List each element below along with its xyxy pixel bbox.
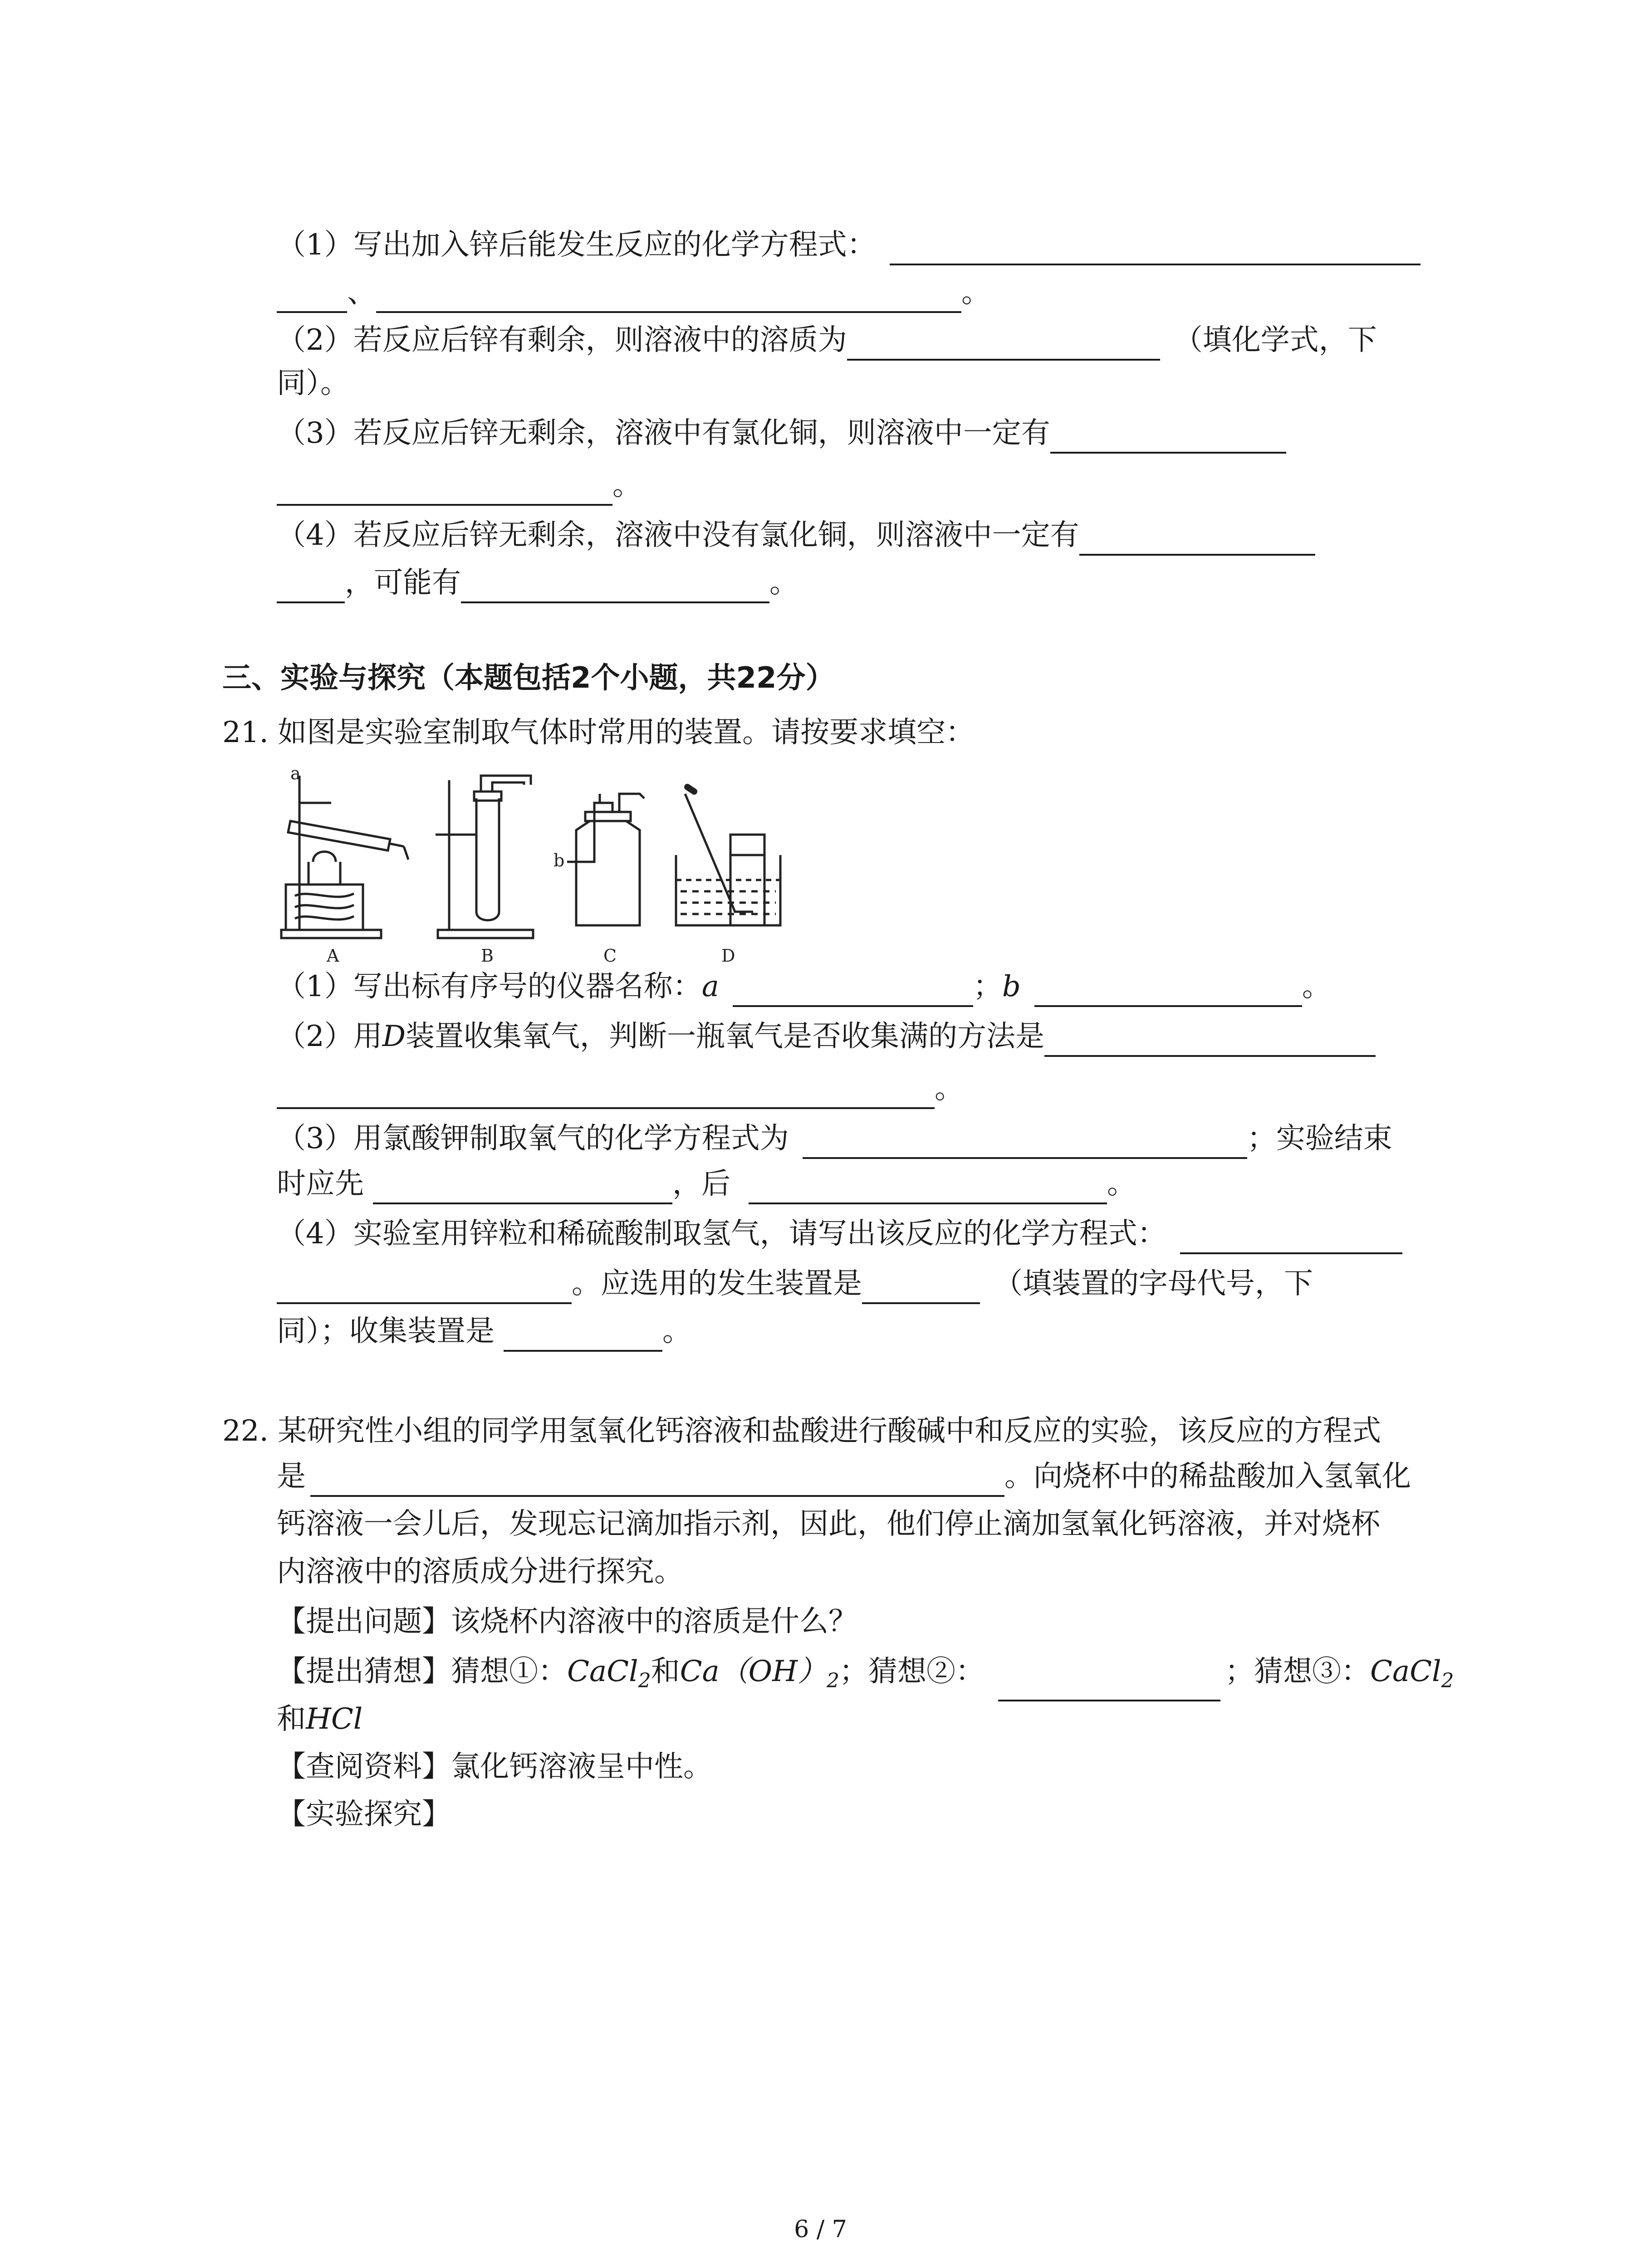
info-text: 氯化钙溶液呈中性。 bbox=[451, 1750, 712, 1784]
formula-caoh2: Ca（OH） bbox=[680, 1655, 827, 1688]
q21-part4-text-b: 。应选用的发生装置是 bbox=[572, 1267, 862, 1300]
q22-stem-text-e: 内溶液中的溶质成分进行探究。 bbox=[277, 1555, 683, 1589]
formula-hcl: HCl bbox=[306, 1702, 363, 1736]
q22-line2 bbox=[277, 1456, 1411, 1497]
q21-part4-line bbox=[277, 1213, 1402, 1254]
apparatus-d bbox=[676, 787, 780, 925]
guess2-label: ；猜想②： bbox=[839, 1655, 985, 1688]
answer-blank[interactable] bbox=[1180, 1221, 1402, 1254]
lab-apparatus-figure bbox=[277, 767, 785, 966]
and-text: 和 bbox=[651, 1655, 680, 1688]
q22-guess-line2 bbox=[277, 1699, 362, 1740]
answer-blank[interactable] bbox=[1079, 522, 1315, 556]
answer-blank[interactable] bbox=[733, 973, 973, 1007]
var-d: D bbox=[382, 1020, 406, 1053]
period-text: 。 bbox=[961, 276, 990, 309]
period-text: 。 bbox=[662, 1315, 691, 1348]
q20-part3-line2 bbox=[277, 465, 642, 506]
apparatus-a bbox=[281, 776, 408, 938]
label-A: A bbox=[327, 946, 339, 966]
q22-question-line bbox=[277, 1601, 857, 1642]
question-heading: 【提出问题】 bbox=[277, 1605, 451, 1638]
guess3-label: ；猜想③： bbox=[1225, 1655, 1370, 1688]
answer-blank[interactable] bbox=[998, 1668, 1220, 1701]
q21-part1-line bbox=[277, 966, 1331, 1007]
answer-blank[interactable] bbox=[461, 570, 769, 603]
q22-line4 bbox=[277, 1551, 683, 1592]
answer-blank[interactable] bbox=[277, 472, 612, 506]
q20-part4-line2 bbox=[277, 562, 798, 603]
question-text: 该烧杯内溶液中的溶质是什么？ bbox=[451, 1605, 857, 1638]
apparatus-c bbox=[567, 794, 644, 925]
q20-part2-line2 bbox=[277, 363, 349, 404]
label-B: B bbox=[481, 946, 494, 966]
q22-stem-text-d: 钙溶液一会儿后，发现忘记滴加指示剂，因此，他们停止滴加氢氧化钙溶液，并对烧杯 bbox=[277, 1507, 1380, 1541]
and-text: 和 bbox=[277, 1702, 306, 1736]
answer-blank[interactable] bbox=[1050, 420, 1286, 454]
q20-part4-text: （4）若反应后锌无剩余，溶液中没有氯化铜，则溶液中一定有 bbox=[277, 518, 1079, 552]
answer-blank[interactable] bbox=[277, 279, 347, 313]
q21-part2-text: （2）用 bbox=[277, 1020, 382, 1053]
q20-part3-line bbox=[277, 413, 1286, 454]
answer-blank[interactable] bbox=[1034, 973, 1302, 1007]
section-title bbox=[222, 658, 835, 699]
q22-guess-line bbox=[277, 1651, 1454, 1701]
q22-info-line bbox=[277, 1746, 712, 1787]
q20-part1-text: （1）写出加入锌后能发生反应的化学方程式： bbox=[277, 228, 876, 262]
period-text: 。 bbox=[935, 1072, 964, 1105]
q20-part4-line bbox=[277, 515, 1315, 556]
q21-part4-text: （4）实验室用锌粒和稀硫酸制取氢气，请写出该反应的化学方程式： bbox=[277, 1217, 1166, 1251]
var-a: a bbox=[701, 970, 719, 1003]
section-title-text: 三、实验与探究（本题包括2个小题，共22分） bbox=[222, 661, 835, 695]
q21-part1-text: （1）写出标有序号的仪器名称： bbox=[277, 970, 702, 1003]
q20-part2-text: （2）若反应后锌有剩余，则溶液中的溶质为 bbox=[277, 323, 847, 357]
period-text: 。 bbox=[769, 566, 798, 600]
q20-part2-text-b: （填化学式，下 bbox=[1173, 323, 1377, 357]
apparatus-b bbox=[436, 776, 533, 938]
q20-part2-text-c: 同）。 bbox=[277, 367, 349, 400]
answer-blank[interactable] bbox=[847, 327, 1160, 361]
q21-part3-text: （3）用氯酸钾制取氧气的化学方程式为 bbox=[277, 1122, 789, 1155]
q20-part1-line bbox=[277, 225, 1421, 265]
answer-blank[interactable] bbox=[1044, 1023, 1376, 1057]
q21-stem bbox=[222, 712, 975, 753]
answer-blank[interactable] bbox=[376, 279, 961, 313]
q21-part3-text-c: 时应先 bbox=[277, 1167, 364, 1201]
q21-part2-line bbox=[277, 1016, 1376, 1057]
answer-blank[interactable] bbox=[277, 1075, 935, 1109]
q21-stem-text: 21. 如图是实验室制取气体时常用的装置。请按要求填空： bbox=[222, 716, 975, 749]
formula-cacl2: CaCl bbox=[567, 1655, 638, 1688]
q22-line1 bbox=[222, 1411, 1381, 1452]
answer-blank[interactable] bbox=[890, 232, 1421, 265]
subscript: 2 bbox=[638, 1669, 651, 1692]
q21-part4-text-d: 同）；收集装置是 bbox=[277, 1315, 495, 1348]
q20-part1-line2 bbox=[277, 272, 990, 313]
var-b: b bbox=[1002, 970, 1021, 1003]
q21-part2-line2 bbox=[277, 1068, 964, 1109]
label-C: C bbox=[603, 946, 617, 966]
formula-cacl2: CaCl bbox=[1370, 1655, 1441, 1688]
label-D: D bbox=[721, 946, 735, 966]
label-a: a bbox=[290, 767, 301, 783]
q21-part2-text-b: 装置收集氧气，判断一瓶氧气是否收集满的方法是 bbox=[406, 1020, 1045, 1053]
q22-experiment-line bbox=[277, 1794, 451, 1835]
answer-blank[interactable] bbox=[277, 570, 345, 603]
q22-stem-text-c: 。向烧杯中的稀盐酸加入氢氧化 bbox=[1004, 1460, 1411, 1493]
q21-part3-text-b: ；实验结束 bbox=[1247, 1122, 1392, 1155]
info-heading: 【查阅资料】 bbox=[277, 1750, 451, 1784]
period-text: 。 bbox=[612, 469, 642, 502]
label-b: b bbox=[554, 850, 565, 870]
q22-stem-text-b: 是 bbox=[277, 1460, 306, 1493]
subscript: 2 bbox=[1441, 1669, 1454, 1692]
q22-stem-text: 22. 某研究性小组的同学用氢氧化钙溶液和盐酸进行酸碱中和反应的实验，该反应的方程式 bbox=[222, 1414, 1381, 1448]
q20-part3-text: （3）若反应后锌无剩余，溶液中有氯化铜，则溶液中一定有 bbox=[277, 416, 1050, 450]
period-text: 。 bbox=[1107, 1167, 1136, 1201]
q22-line3 bbox=[277, 1504, 1380, 1545]
q21-part4-text-c: （填装置的字母代号，下 bbox=[994, 1267, 1313, 1300]
separator-text: 、 bbox=[347, 276, 376, 309]
q21-part4-line2 bbox=[277, 1263, 1313, 1304]
answer-blank[interactable] bbox=[862, 1271, 980, 1304]
subscript: 2 bbox=[826, 1669, 839, 1692]
answer-blank[interactable] bbox=[749, 1171, 1107, 1204]
guess1-label: 猜想①： bbox=[451, 1655, 567, 1688]
answer-blank[interactable] bbox=[310, 1463, 1004, 1497]
answer-blank[interactable] bbox=[373, 1171, 672, 1204]
answer-blank[interactable] bbox=[803, 1125, 1247, 1159]
answer-blank[interactable] bbox=[504, 1318, 662, 1352]
answer-blank[interactable] bbox=[277, 1271, 572, 1304]
experiment-heading: 【实验探究】 bbox=[277, 1798, 451, 1831]
q21-part4-line3 bbox=[277, 1311, 691, 1352]
period-text: 。 bbox=[1302, 970, 1331, 1003]
q20-part4-text-b: ，可能有 bbox=[345, 566, 461, 600]
q21-part3-text-d: ，后 bbox=[672, 1167, 730, 1201]
q20-part2-line bbox=[277, 320, 1377, 361]
guess-heading: 【提出猜想】 bbox=[277, 1655, 451, 1688]
q21-part3-line bbox=[277, 1118, 1392, 1159]
q21-part3-line2 bbox=[277, 1163, 1136, 1204]
separator-text: ； bbox=[973, 970, 1002, 1003]
page-number: 6 / 7 bbox=[794, 2216, 847, 2243]
